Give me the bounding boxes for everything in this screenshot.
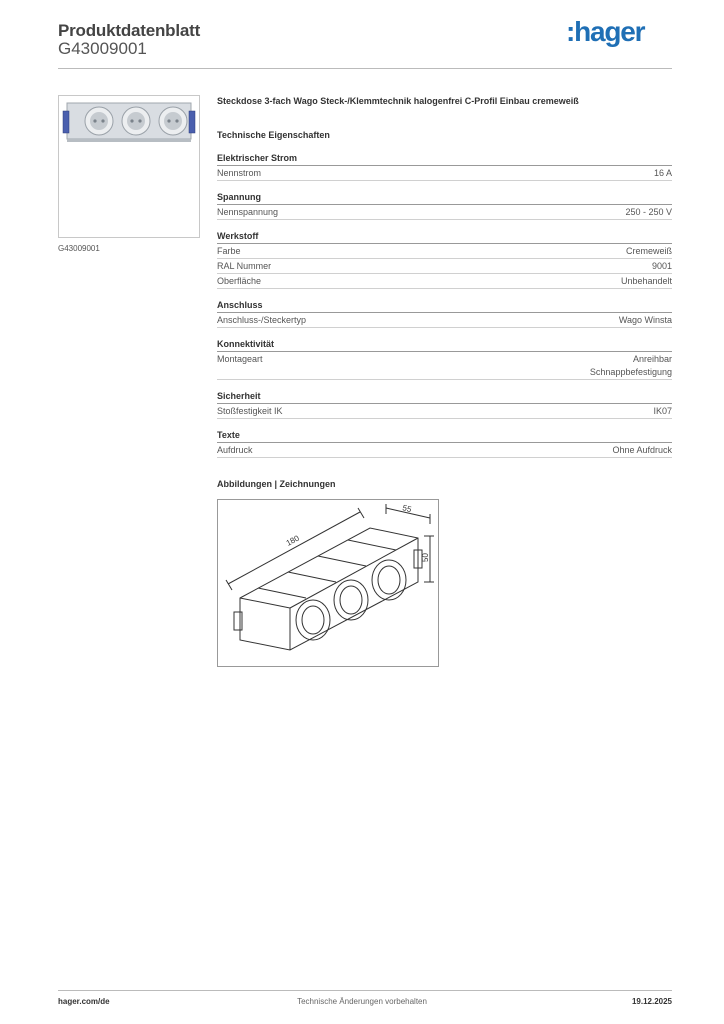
property-label: Oberfläche bbox=[217, 276, 262, 286]
property-row bbox=[217, 244, 672, 259]
drawings-heading: Abbildungen | Zeichnungen bbox=[217, 479, 336, 489]
group-title: Sicherheit bbox=[217, 391, 672, 404]
property-row bbox=[217, 313, 672, 328]
dim-width-label: 55 bbox=[401, 503, 413, 515]
property-value: 16 A bbox=[653, 168, 672, 178]
property-row bbox=[217, 443, 672, 458]
product-description: Steckdose 3-fach Wago Steck-/Klemmtechnik halogenfrei C-Profil Einbau cremeweiß bbox=[217, 96, 579, 106]
property-label: Nennspannung bbox=[217, 207, 279, 217]
product-code: G43009001 bbox=[58, 39, 147, 58]
socket-strip-image bbox=[59, 96, 199, 237]
page-title: Produktdatenblatt bbox=[58, 21, 201, 40]
thumbnail-caption: G43009001 bbox=[58, 244, 100, 253]
property-value: Wago Winsta bbox=[618, 315, 672, 325]
property-row bbox=[217, 259, 672, 274]
group-werkstoff bbox=[217, 231, 672, 289]
group-title: Konnektivität bbox=[217, 339, 672, 352]
property-value: IK07 bbox=[653, 406, 672, 416]
content-column bbox=[217, 95, 672, 667]
property-label: Montageart bbox=[217, 354, 263, 364]
group-title: Texte bbox=[217, 430, 672, 443]
dimension-drawing bbox=[218, 500, 438, 666]
property-row bbox=[217, 274, 672, 289]
technical-drawing bbox=[217, 499, 439, 667]
group-title: Elektrischer Strom bbox=[217, 153, 672, 166]
footer-website[interactable]: hager.com/de bbox=[58, 997, 110, 1006]
group-texte bbox=[217, 430, 672, 458]
group-title: Anschluss bbox=[217, 300, 672, 313]
property-label: Anschluss-/Steckertyp bbox=[217, 315, 307, 325]
footer-date: 19.12.2025 bbox=[631, 997, 672, 1006]
property-label: Stoßfestigkeit IK bbox=[217, 406, 283, 416]
property-value: Unbehandelt bbox=[620, 276, 672, 286]
dim-length-label: 180 bbox=[284, 533, 301, 548]
header-divider bbox=[58, 68, 672, 69]
group-konnektivitaet bbox=[217, 339, 672, 380]
property-label: RAL Nummer bbox=[217, 261, 272, 271]
footer-notice: Technische Änderungen vorbehalten bbox=[297, 997, 427, 1006]
property-row bbox=[217, 166, 672, 181]
group-spannung bbox=[217, 192, 672, 220]
property-row bbox=[217, 404, 672, 419]
property-label: Nennstrom bbox=[217, 168, 262, 178]
footer-divider bbox=[58, 990, 672, 991]
product-thumbnail bbox=[58, 95, 200, 238]
property-value: 250 - 250 V bbox=[625, 207, 672, 217]
property-row bbox=[217, 352, 672, 380]
group-title: Werkstoff bbox=[217, 231, 672, 244]
group-elektrischer-strom bbox=[217, 153, 672, 181]
property-label: Aufdruck bbox=[217, 445, 253, 455]
group-sicherheit bbox=[217, 391, 672, 419]
property-value: Ohne Aufdruck bbox=[612, 445, 672, 455]
properties-heading: Technische Eigenschaften bbox=[217, 130, 330, 140]
property-value: 9001 bbox=[651, 261, 672, 271]
property-value: Anreihbar Schnappbefestigung bbox=[589, 354, 672, 377]
property-row bbox=[217, 205, 672, 220]
dim-height-label: 50 bbox=[421, 553, 430, 562]
hager-logo: :hager bbox=[566, 16, 645, 47]
property-value: Cremeweiß bbox=[625, 246, 672, 256]
property-label: Farbe bbox=[217, 246, 241, 256]
group-anschluss bbox=[217, 300, 672, 328]
group-title: Spannung bbox=[217, 192, 672, 205]
